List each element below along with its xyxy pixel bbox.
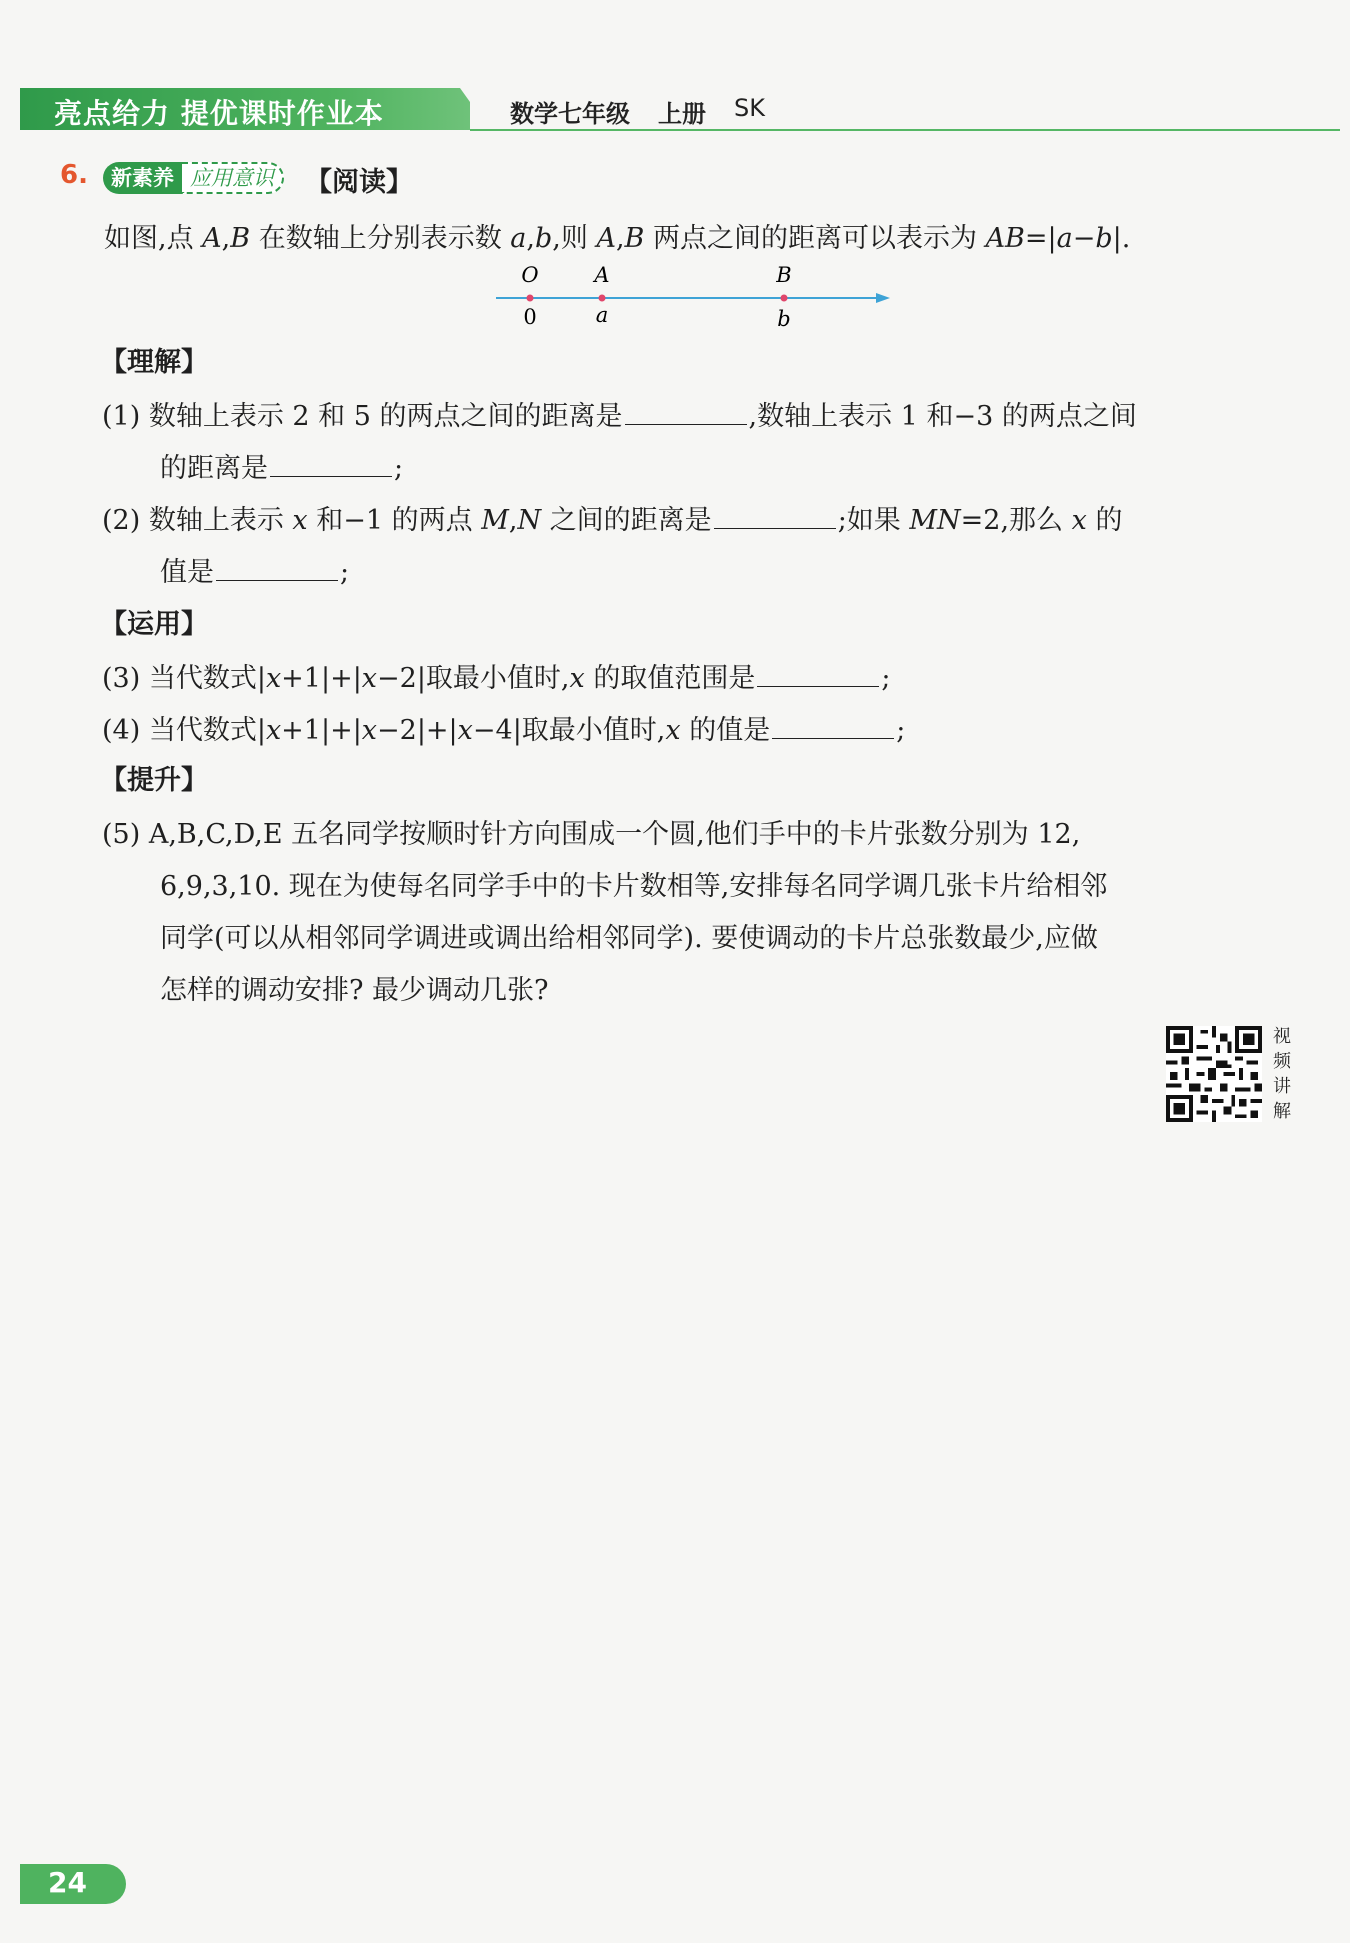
q2-line1 — [102, 498, 1122, 537]
q2-var: N — [517, 505, 542, 536]
intro-part: , — [221, 223, 231, 254]
q3-text: −2|取最小值时, — [377, 663, 570, 694]
volume-label: 上册 — [658, 100, 706, 128]
intro-var: a — [510, 223, 527, 254]
subject-label: 数学七年级 — [510, 100, 630, 128]
edition-label: SK — [734, 94, 765, 122]
point-O-label: O — [521, 263, 539, 287]
apply-heading: 【运用】 — [100, 609, 208, 640]
q1-line2 — [160, 446, 403, 485]
answer-blank[interactable] — [757, 685, 879, 687]
intro-part: − — [1072, 223, 1096, 254]
qr-caption-char: 解 — [1273, 1101, 1291, 1122]
point-B-value: b — [777, 307, 791, 331]
page-number: 24 — [48, 1866, 87, 1899]
q3-text: +1|+| — [281, 663, 362, 694]
intro-var: B — [230, 223, 251, 254]
point-B-label: B — [776, 263, 792, 287]
intro-var: A — [202, 223, 222, 254]
qr-caption — [1270, 1024, 1294, 1124]
q4-line — [102, 708, 905, 747]
q3-text: 的取值范围是 — [584, 663, 756, 694]
q5-line3: 同学(可以从相邻同学调进或调出给相邻同学). 要使调动的卡片总张数最少,应做 — [160, 923, 1098, 954]
point-O-value: 0 — [523, 305, 537, 329]
badge-main-label: 新素养 — [103, 162, 182, 194]
q4-var: x — [361, 715, 378, 746]
series-title: 亮点给力 提优课时作业本 — [54, 97, 384, 130]
answer-blank[interactable] — [270, 475, 392, 477]
q2-line2 — [160, 550, 349, 589]
q2-text: ;如果 — [837, 505, 910, 536]
q2-text: =2,那么 — [960, 505, 1072, 536]
number-line-diagram — [490, 262, 900, 332]
q2-text: (2) 数轴上表示 — [102, 505, 293, 536]
q4-var: x — [665, 715, 681, 746]
q4-text: (4) 当代数式| — [102, 715, 266, 746]
q1-text: ,数轴上表示 1 和−3 的两点之间 — [748, 401, 1137, 432]
intro-part: 两点之间的距离可以表示为 — [644, 223, 986, 254]
q4-var: x — [265, 715, 282, 746]
q4-text: −2|+| — [377, 715, 458, 746]
point-A-dot — [599, 295, 606, 302]
q5-line4: 怎样的调动安排? 最少调动几张? — [160, 975, 549, 1006]
q2-var: MN — [909, 505, 961, 536]
q1-text: ; — [394, 453, 404, 484]
qr-code-icon[interactable] — [1166, 1026, 1262, 1122]
answer-blank[interactable] — [714, 527, 836, 529]
point-A-value: a — [595, 303, 609, 327]
intro-var: b — [1095, 223, 1113, 254]
intro-var: A — [596, 223, 616, 254]
answer-blank[interactable] — [772, 737, 894, 739]
answer-blank[interactable] — [216, 579, 338, 581]
q3-line — [102, 656, 890, 695]
q4-text: 的值是 — [680, 715, 771, 746]
q2-text: 和−1 的两点 — [307, 505, 482, 536]
answer-blank[interactable] — [625, 423, 747, 425]
read-heading: 【阅读】 — [305, 167, 413, 198]
intro-part: =| — [1024, 223, 1057, 254]
q3-text: (3) 当代数式| — [102, 663, 266, 694]
point-A-label: A — [594, 263, 610, 287]
intro-part: 在数轴上分别表示数 — [250, 223, 511, 254]
qr-caption-char: 讲 — [1273, 1076, 1291, 1097]
intro-text — [104, 216, 1130, 255]
point-B-dot — [781, 295, 788, 302]
point-O-dot — [527, 295, 534, 302]
question-number: 6. — [60, 160, 88, 190]
understand-heading: 【理解】 — [100, 347, 208, 378]
qr-caption-char: 视 — [1273, 1026, 1291, 1047]
header-divider — [470, 129, 1340, 131]
intro-var: b — [534, 223, 553, 254]
q4-text: −4|取最小值时, — [472, 715, 666, 746]
intro-part: , — [615, 223, 625, 254]
q2-text: , — [508, 505, 518, 536]
number-line-arrow — [876, 293, 890, 303]
q2-var: x — [292, 505, 308, 536]
q1-text: (1) 数轴上表示 2 和 5 的两点之间的距离是 — [102, 401, 623, 432]
q2-text: ; — [340, 557, 350, 588]
q2-var: M — [481, 505, 509, 536]
q3-var: x — [361, 663, 378, 694]
q3-var: x — [265, 663, 282, 694]
intro-var: B — [624, 223, 645, 254]
q2-var: x — [1071, 505, 1087, 536]
q4-text: ; — [896, 715, 906, 746]
q4-var: x — [457, 715, 473, 746]
q4-text: +1|+| — [281, 715, 362, 746]
intro-part: 如图,点 — [104, 223, 203, 254]
q5-line1: (5) A,B,C,D,E 五名同学按顺时针方向围成一个圆,他们手中的卡片张数分别为 12, — [102, 819, 1081, 850]
question-badge — [103, 162, 284, 194]
intro-part: |. — [1112, 223, 1131, 254]
page-header — [20, 88, 1340, 130]
q2-text: 值是 — [160, 557, 214, 588]
q3-var: x — [569, 663, 585, 694]
intro-var: a — [1056, 223, 1073, 254]
subject-info — [510, 94, 765, 129]
intro-part: ,则 — [552, 223, 597, 254]
q2-text: 之间的距离是 — [541, 505, 712, 536]
qr-caption-char: 频 — [1273, 1051, 1291, 1072]
q1-text: 的距离是 — [160, 453, 268, 484]
badge-sub-label: 应用意识 — [182, 162, 284, 194]
intro-var: AB — [985, 223, 1025, 254]
q1-line1 — [102, 394, 1137, 433]
q2-text: 的 — [1086, 505, 1123, 536]
improve-heading: 【提升】 — [100, 765, 208, 796]
q5-line2: 6,9,3,10. 现在为使每名同学手中的卡片数相等,安排每名同学调几张卡片给相邻 — [160, 871, 1108, 902]
q3-text: ; — [881, 663, 891, 694]
intro-part: , — [526, 223, 535, 254]
